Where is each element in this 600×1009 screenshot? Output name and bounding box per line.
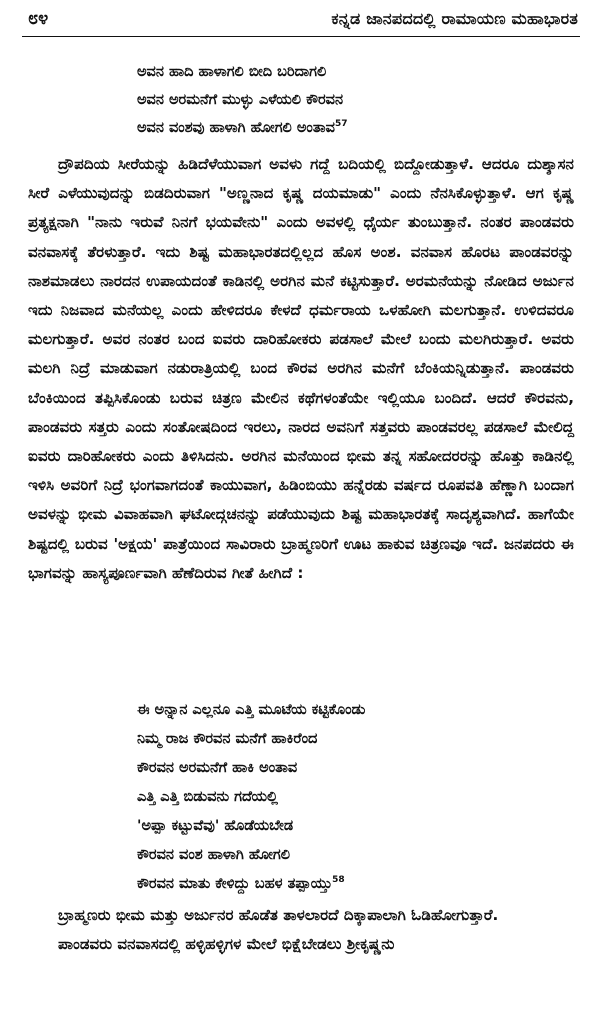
header-divider — [22, 36, 580, 37]
verse-line — [137, 870, 365, 899]
verse-line-text: ಅವನ ವಂಶವು ಹಾಳಾಗಿ ಹೋಗಲಿ ಅಂತಾವ — [137, 120, 335, 136]
verse-line: ಈ ಅನ್ನಾನ ಎಲ್ಲನೂ ಎತ್ತಿ ಮೂಟೆಯ ಕಟ್ಟಿಕೊಂಡು — [137, 702, 366, 718]
running-title: ಕನ್ನಡ ಜಾನಪದದಲ್ಲಿ ರಾಮಾಯಣ ಮಹಾಭಾರತ — [331, 9, 578, 28]
verse-line: ಎತ್ತಿ ಎತ್ತಿ ಬಿಡುವನು ಗದೆಯಲ್ಲಿ — [137, 789, 278, 805]
verse-line: ಅವನ ಅರಮನೆಗೆ ಮುಳ್ಳು ಎಳೆಯಲಿ ಕೌರವನ — [137, 92, 344, 108]
paragraph: ದ್ರೌಪದಿಯ ಸೀರೆಯನ್ನು ಹಿಡಿದೆಳೆಯುವಾಗ ಅವಳು ಗದ್ದೆ ಬದಿಯಲ್ಲಿ ಬಿದ್ದೋಡುತ್ತಾಳೆ. ಆದರೂ ದುಶ್ಶಾಸನ ಸೀರೆ ಎಳೆಯುವುದನ್ನು ಬಿಡದಿರುವಾಗ "ಅಣ್ಣನಾದ ಕೃಷ್ಣ ದಯಮಾಡು" ಎಂದು ನೆನಸಿಕೊಳ್ಳುತ್ತಾಳೆ. ಆಗ ಕೃಷ್ಣ ಪ್ರತ್ಯಕ್ಷನಾಗಿ "ನಾನು ಇರುವೆ ನಿನಗೆ ಭಯವೇನು" ಎಂದು ಅವಳಲ್ಲಿ ಧೈರ್ಯ ತುಂಬುತ್ತಾನೆ. ನಂತರ ಪಾಂಡವರು ವನವಾಸಕ್ಕೆ ತೆರಳುತ್ತಾರೆ. ಇದು ಶಿಷ್ಟ ಮಹಾಭಾರತದಲ್ಲಿಲ್ಲದ ಹೊಸ ಅಂಶ. ವನವಾಸ ಹೊರಟ ಪಾಂಡವರನ್ನು ನಾಶಮಾಡಲು ನಾರದನ ಉಪಾಯದಂತೆ ಕಾಡಿನಲ್ಲಿ ಅರಗಿನ ಮನೆ ಕಟ್ಟಿಸುತ್ತಾರೆ. ಅರಮನೆಯನ್ನು ನೋಡಿದ ಅರ್ಜುನ ಇದು ನಿಜವಾದ ಮನೆಯಲ್ಲ ಎಂದು ಹೇಳಿದರೂ ಕೇಳದೆ ಧರ್ಮರಾಯ ಒಳಹೋಗಿ ಮಲಗುತ್ತಾನೆ. ಉಳಿದವರೂ ಮಲಗುತ್ತಾರೆ. ಅವರ ನಂತರ ಬಂದ ಐವರು ದಾರಿಹೋಕರು ಪಡಸಾಲೆ ಮೇಲೆ ಬಂದು ಮಲಗಿರುತ್ತಾರೆ. ಅವರು ಮಲಗಿ ನಿದ್ರೆ ಮಾಡುವಾಗ ನಡುರಾತ್ರಿಯಲ್ಲಿ ಬಂದ ಕೌರವ ಅರಗಿನ ಮನೆಗೆ ಬೆಂಕಿಯನ್ನಿಡುತ್ತಾನೆ. ಪಾಂಡವರು ಬೆಂಕಿಯಿಂದ ತಪ್ಪಿಸಿಕೊಂಡು ಬರುವ ಚಿತ್ರಣ ಮೇಲಿನ ಕಥೆಗಳಂತೆಯೇ ಇಲ್ಲಿಯೂ ಬಂದಿದೆ. ಆದರೆ ಕೌರವನು, ಪಾಂಡವರು ಸತ್ತರು ಎಂದು ಸಂತೋಷದಿಂದ ಇರಲು, ನಾರದ ಅವನಿಗೆ ಸತ್ತವರು ಪಾಂಡವರಲ್ಲ ಪಡಸಾಲೆ ಮೇಲಿದ್ದ ಐವರು ದಾರಿಹೋಕರು ಎಂದು ತಿಳಿಸಿದನು. ಅರಗಿನ ಮನೆಯಿಂದ ಭೀಮ ತನ್ನ ಸಹೋದರರನ್ನು ಹೊತ್ತು ಕಾಡಿನಲ್ಲಿ ಇಳಿಸಿ ಅವರಿಗೆ ನಿದ್ರೆ ಭಂಗವಾಗದಂತೆ ಕಾಯುವಾಗ, ಹಿಡಿಂಬಿಯು ಹನ್ನೆರಡು ವರ್ಷದ ರೂಪವತಿ ಹೆಣ್ಣಾಗಿ ಬಂದಾಗ ಅವಳನ್ನು ಭೀಮ ವಿವಾಹವಾಗಿ ಘಟೋದ್ಗಚನನ್ನು ಪಡೆಯುವುದು ಶಿಷ್ಟ ಮಹಾಭಾರತಕ್ಕೆ ಸಾದೃಶ್ಯವಾಗಿದೆ. ಹಾಗೆಯೇ ಶಿಷ್ಟದಲ್ಲಿ ಬರುವ 'ಅಕ್ಷಯ' ಪಾತ್ರೆಯಿಂದ ಸಾವಿರಾರು ಬ್ರಾಹ್ಮಣರಿಗೆ ಊಟ ಹಾಕುವ ಚಿತ್ರಣವೂ ಇದೆ. ಜನಪದರು ಈ ಭಾಗವನ್ನು ಹಾಸ್ಯಪೂರ್ಣವಾಗಿ ಹೆಣೆದಿರುವ ಗೀತೆ ಹೀಗಿದೆ : — [28, 155, 574, 582]
footnote-marker: 58 — [332, 875, 345, 886]
page-number: ೮೪ — [28, 8, 49, 29]
footnote-marker: 57 — [334, 119, 348, 130]
paragraph: ಪಾಂಡವರು ವನವಾಸದಲ್ಲಿ ಹಳ್ಳಿಹಳ್ಳಿಗಳ ಮೇಲೆ ಭಿಕ್ಷೆಬೇಡಲು ಶ್ರೀಕೃಷ್ಣನು — [58, 935, 395, 954]
verse-line: ಅವನ ಹಾದಿ ಹಾಳಾಗಲಿ ಬೀದಿ ಬರಿದಾಗಲಿ — [137, 64, 327, 80]
verse-line: 'ಅಪ್ಪಾ ಕಟ್ಟುವೆವು' ಹೊಡೆಯಬೇಡ — [137, 818, 294, 834]
verse-block-2 — [137, 696, 365, 899]
verse-line: ನಿಮ್ಮ ರಾಜ ಕೌರವನ ಮನೆಗೆ ಹಾಕಿರೆಂದ — [137, 731, 318, 747]
verse-line — [137, 114, 347, 142]
paragraph: ಬ್ರಾಹ್ಮಣರು ಭೀಮ ಮತ್ತು ಅರ್ಜುನರ ಹೊಡೆತ ತಾಳಲಾರದೆ ದಿಕ್ಕಾಪಾಲಾಗಿ ಓಡಿಹೋಗುತ್ತಾರೆ. — [58, 906, 499, 924]
body-text-2 — [28, 901, 574, 959]
verse-line: ಕೌರವನ ಅರಮನೆಗೆ ಹಾಕಿ ಅಂತಾವ — [137, 760, 298, 776]
body-text-1 — [28, 150, 574, 588]
verse-block-1 — [137, 58, 347, 142]
verse-line: ಕೌರವನ ವಂಶ ಹಾಳಾಗಿ ಹೋಗಲಿ — [137, 847, 291, 863]
verse-line-text: ಕೌರವನ ಮಾತು ಕೇಳಿದ್ದು ಬಹಳ ತಪ್ಪಾಯ್ತು — [137, 876, 333, 892]
page-header — [28, 6, 578, 38]
